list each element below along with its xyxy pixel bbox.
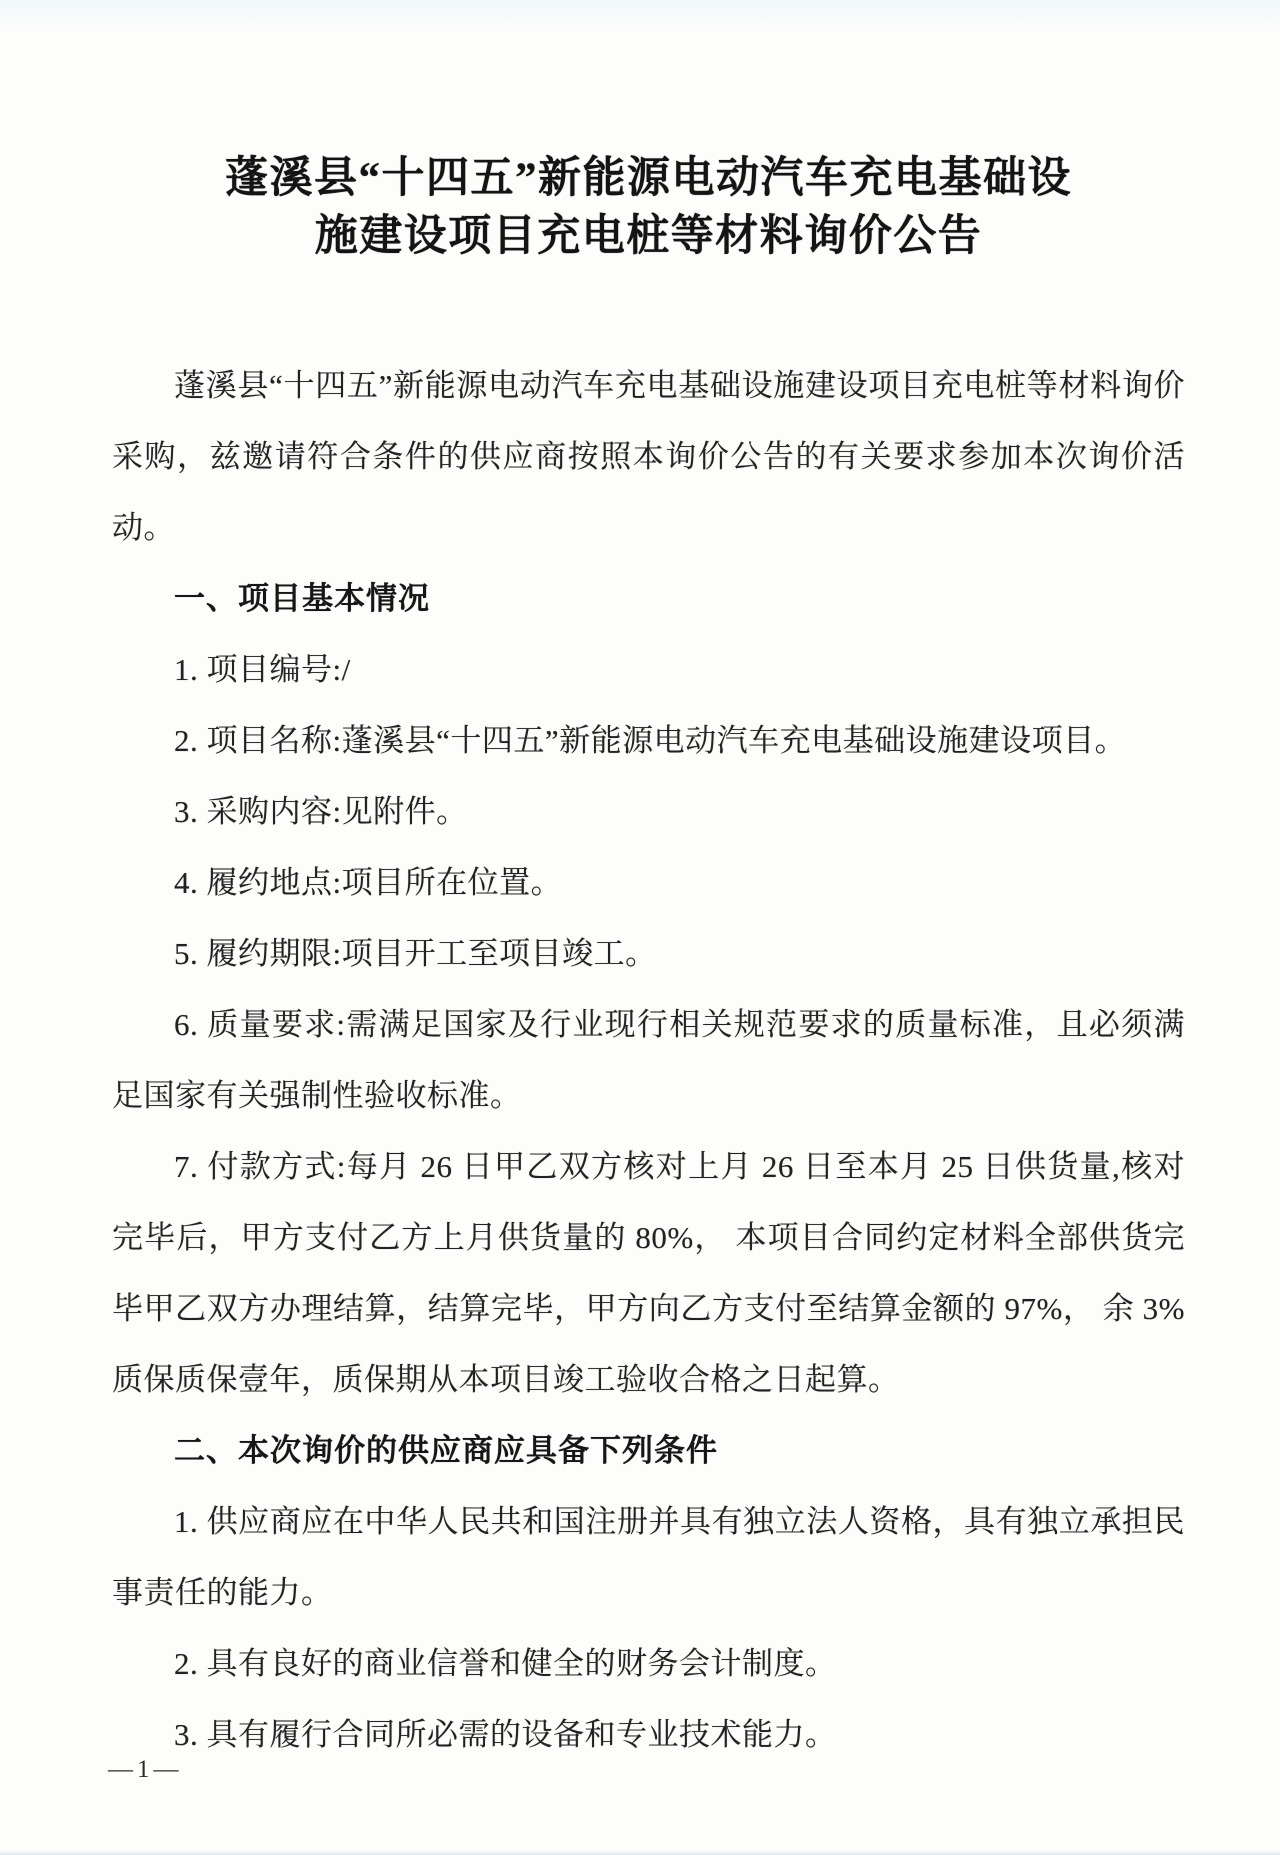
document-title-line-1: 蓬溪县“十四五”新能源电动汽车充电基础设 <box>225 155 1072 202</box>
document-body <box>112 266 1185 1770</box>
section-1-heading: 一、项目基本情况 <box>174 581 430 616</box>
section-1-item-2: 2. 项目名称:蓬溪县“十四五”新能源电动汽车充电基础设施建设项目。 <box>174 723 1127 758</box>
section-1-item-7: 7. 付款方式:每月 26 日甲乙双方核对上月 26 日至本月 25 日供货量,核对完毕后，甲方支付乙方上月供货量的 80%， 本项目合同约定材料全部供货完毕甲乙双方办理结算，结算完毕，甲方向乙方支付至结算金额的 97%， 余 3%质保质保壹年，质保期从本项目竣工验收合格之日起算。 <box>112 1149 1185 1397</box>
document-title <box>112 150 1185 266</box>
section-2-heading: 二、本次询价的供应商应具备下列条件 <box>174 1433 718 1468</box>
page-number: —1— <box>108 1756 183 1783</box>
intro-paragraph: 蓬溪县“十四五”新能源电动汽车充电基础设施建设项目充电桩等材料询价采购，兹邀请符合条件的供应商按照本询价公告的有关要求参加本次询价活动。 <box>112 368 1185 545</box>
section-1-item-4: 4. 履约地点:项目所在位置。 <box>174 865 563 900</box>
section-2-item-3: 3. 具有履行合同所必需的设备和专业技术能力。 <box>174 1717 837 1752</box>
section-1-item-1: 1. 项目编号:/ <box>174 652 351 687</box>
section-1-item-3: 3. 采购内容:见附件。 <box>174 794 468 829</box>
section-1-item-6: 6. 质量要求:需满足国家及行业现行相关规范要求的质量标准，且必须满足国家有关强制性验收标准。 <box>112 1007 1185 1113</box>
document-title-line-2: 施建设项目充电桩等材料询价公告 <box>314 213 983 260</box>
section-2-item-1: 1. 供应商应在中华人民共和国注册并具有独立法人资格，具有独立承担民事责任的能力。 <box>112 1504 1185 1610</box>
section-2-item-2: 2. 具有良好的商业信誉和健全的财务会计制度。 <box>174 1646 837 1681</box>
section-1-item-5: 5. 履约期限:项目开工至项目竣工。 <box>174 936 657 971</box>
